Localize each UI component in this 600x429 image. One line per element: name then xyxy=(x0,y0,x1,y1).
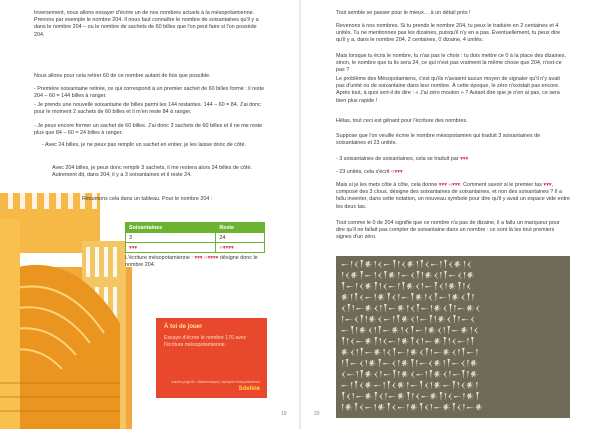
right-paragraph-6: Suppose que l'on veuille écrire le nombre mésopotamien qui traduit 3 soixantaines de soixantaines et 23 unités. xyxy=(336,133,541,147)
right-paragraph-7 xyxy=(336,156,570,163)
page-number-left: 19 xyxy=(281,411,287,417)
paragraph-table-intro: Résumons cela dans un tableau. Pour le nombre 204 : xyxy=(82,196,213,202)
units-prefix-23: - 23 unités, cela s'écrit xyxy=(336,169,390,175)
units-prefix-60x60: - 3 soixantaines de soixantaines, cela se traduit par xyxy=(336,156,459,162)
ziggurat-illustration xyxy=(0,183,160,429)
side-by-side-signs: ▾▾▾ ‹‹▾▾▾ xyxy=(438,182,461,188)
results-table xyxy=(125,222,265,253)
exercise-body: Essaye d'écrire le nombre 176 avec l'écriture mésopotamienne. xyxy=(164,335,247,348)
signs-60x60: ▾▾▾ xyxy=(460,156,469,162)
caption-signs: ▾▾▾ ‹‹▾▾▾▾ xyxy=(194,255,219,261)
paragraph-step-3: - Je peux encore former un sachet de 60 billes. J'ai donc 3 sachets de 60 billes et il ne me reste plus que 84 – 60 = 24 billes à ranger. xyxy=(34,123,263,137)
tablet-line: 𒐕𒌋𒁹𒀸𒀭𒐕𒌋𒁹𒀸𒀭𒐕𒁹𒌋𒀸𒀭𒐕𒁹𒌋𒀸𒁹𒀭𒐕 xyxy=(341,392,481,401)
side-by-side-mid: . Comment savoir si le premier tas xyxy=(460,182,542,188)
tablet-line: 𒀸𒁹𒐕𒌋𒀭𒀸𒁹𒐕𒌋𒀭𒁹𒀸𒐕𒌋𒁹𒀭𒀸𒐕𒁹𒌋𒀭𒁹 xyxy=(341,381,480,390)
paragraph-step-2: - Je prends une nouvelle soixantaine de billes parmi les 144 restantes. 144 – 60 = 84. J'ai donc pour le moment 2 sachets de 60 billes et il m'en reste 84 à ranger. xyxy=(34,102,261,116)
left-page xyxy=(0,0,299,429)
caption-suffix: désigne donc le nombre 204. xyxy=(125,255,258,269)
paragraph-step-1: - Première soixantaine retirée, ce qui correspond à un premier sachet de 60 billes formé : il reste 204 – 60 = 144 billes à ranger. xyxy=(34,86,265,100)
cuneiform-tablet xyxy=(336,256,570,418)
caption-mesopotamian xyxy=(125,255,267,269)
right-paragraph-2: Revenons à nos nombres. Si tu prends le nombre 204, tu peux le traduire en 2 centaines et 4 unités. Tu ne mentionnes pas les dizaines, puisqu'il n'y en a pas. Éventuellement, tu peux dire qu'il y a, dans le nombre 204, 2 centaines, 0 dizaine, 4 unités. xyxy=(336,23,561,44)
right-paragraph-4: Le problème des Mésopotamiens, c'est qu'ils n'avaient aucun moyen de signaler qu'il n'y avait pas d'unité ou de soixantaine dans leur nombre. À cette époque, le zéro n'existait pas encore. Après tout, à quoi sert-il de dire : « J'ai zéro mouton » ? Autant dire que je n'en ai pas, ce sera bien plus rapide ! xyxy=(336,76,560,104)
tablet-line: 𒁹𒀭𒐕𒌋𒀸𒁹𒀭𒐕𒌋𒀸𒁹𒀭𒐕𒌋𒁹𒀸𒀭𒐕𒌋𒁹𒀸𒀭 xyxy=(341,403,485,412)
exercise-card xyxy=(156,318,267,398)
cell-soixantaines-number: 3 xyxy=(126,233,216,243)
tablet-line: 𒁹𒀸𒌋𒐕𒁹𒀭𒌋𒀸𒁹𒐕𒀭𒌋𒁹𒀸𒐕𒁹𒀭𒌋𒐕𒁹𒀸𒌋 xyxy=(341,315,476,324)
side-by-side-rest: , composé des 3 clous, désigne des soixantaines de soixantaines, et non des soixantaines ? Il a fallu inventer, dans cette notation, un nouveau symbole pour dire qu'il y avait un espace vide entre les deux tas. xyxy=(336,182,570,210)
right-paragraph-3: Mais lorsque tu écris le nombre, tu n'as pas le choix : tu dois mettre ce 0 à la place des dizaines, sinon, le nombre que tu lis sera 24, ce qui n'est pas vraiment la même chose que 204, n'est-ce pas ? xyxy=(336,53,566,74)
tablet-line: 𒁹𒐕𒀸𒌋𒁹𒀭𒐕𒀸𒌋𒁹𒀭𒐕𒁹𒀸𒌋𒀭𒁹𒐕𒀸𒌋𒁹𒀭 xyxy=(341,359,480,368)
left-column xyxy=(0,219,20,429)
table-row xyxy=(126,243,265,253)
right-paragraph-8 xyxy=(336,169,570,176)
exercise-title: À toi de jouer xyxy=(164,324,203,330)
tablet-line: 𒀸𒐕𒁹𒀭𒌋𒁹𒐕𒀸𒀭𒁹𒌋𒐕𒀸𒁹𒀭𒌋𒁹𒐕𒀸𒀭𒁹𒌋 xyxy=(341,326,480,335)
tablet-line: 𒐕𒁹𒌋𒀸𒀭𒐕𒁹𒌋𒀸𒁹𒀭𒐕𒌋𒁹𒀸𒀭𒐕𒁹𒌋𒀸𒁹𒐕 xyxy=(341,337,476,346)
header-reste: Reste xyxy=(216,223,265,233)
right-paragraph-5: Hélas, tout ceci est gênant pour l'écriture des nombres. xyxy=(336,118,468,124)
page-number-right: 20 xyxy=(314,411,320,417)
paragraph-method: Nous allons pour cela retirer 60 de ce nombre autant de fois que possible. xyxy=(34,73,211,79)
cell-soixantaines-signs: ▾▾▾ xyxy=(126,243,216,253)
first-pile-signs: ▾▾▾ xyxy=(543,182,552,188)
cell-reste-number: 24 xyxy=(216,233,265,243)
tablet-line: 𒌋𒀸𒁹𒐕𒀭𒌋𒁹𒀸𒐕𒁹𒀭𒌋𒀸𒁹𒐕𒀭𒌋𒁹𒀸𒐕𒁹𒀭 xyxy=(341,370,480,379)
exercise-credit: solution page 80 • Mathématiques, l'antiquité mésopotamienne xyxy=(171,380,260,384)
intro-paragraph: Inversement, nous allons essayer d'écrire un de nos nombres actuels à la mésopotamienne. Prenons par exemple le nombre 204. Il nous faut connaître le nombre de soixantaines qu'il y a dans le nombre 204 – ou le nombre de sachets de 60 billes que l'on peut faire si l'on possède 204. xyxy=(34,10,259,38)
signs-23: ‹‹▾▾▾ xyxy=(390,169,403,175)
side-by-side-prefix: Mais si je les mets côte à côte, cela donne xyxy=(336,182,438,188)
tablet-line: 𒐕𒀸𒁹𒌋𒀭𒐕𒁹𒌋𒀸𒁹𒐕𒀭𒌋𒁹𒀸𒐕𒌋𒁹𒀭𒐕𒁹𒌋 xyxy=(341,282,472,291)
publisher-logo: Sdeline xyxy=(238,386,260,392)
tablet-line: 𒀭𒁹𒐕𒌋𒀸𒁹𒀭𒐕𒌋𒁹𒀸𒐕𒀭𒁹𒌋𒐕𒀸𒁹𒀭𒌋𒐕𒁹 xyxy=(341,293,476,302)
paragraph-step-4: - Avec 24 billes, je ne peux pas remplir un sachet en entier, je les laisse donc de côté. xyxy=(42,142,246,148)
tablet-line: 𒌋𒐕𒁹𒀸𒀭𒌋𒁹𒐕𒀸𒀭𒁹𒌋𒐕𒀸𒁹𒀭𒌋𒐕𒁹𒀸𒀭𒌋 xyxy=(341,304,481,313)
tablet-line: 𒀭𒌋𒁹𒐕𒀸𒀭𒁹𒌋𒐕𒀸𒁹𒀭𒌋𒐕𒁹𒀸𒀭𒌋𒁹𒐕𒀸𒁹 xyxy=(341,348,480,357)
caption-prefix: L'écriture mésopotamienne : xyxy=(125,255,193,261)
tablet-line: 𒁹𒌋𒀭𒐕𒀸𒁹𒌋𒐕𒀭𒁹𒀸𒌋𒐕𒁹𒀭𒌋𒁹𒐕𒀸𒌋𒁹𒀭 xyxy=(341,271,476,280)
cell-reste-signs: ‹‹▾▾▾▾ xyxy=(216,243,265,253)
right-paragraph-10: Tout comme le 0 de 204 signifie que ce nombre n'a pas de dizaine, il a fallu un marqueur pour dire qu'il ne fallait pas compter de soixantaine dans un nombre : ce sont là les tout premiers signes d'un zéro. xyxy=(336,220,560,241)
table-header-row xyxy=(126,223,265,233)
header-soixantaines: Soixantaines xyxy=(126,223,216,233)
right-paragraph-9 xyxy=(336,182,570,211)
table-row xyxy=(126,233,265,243)
paragraph-summary: Avec 204 billes, je peux donc remplir 3 sachets, il me restera alors 24 billes de côté. Autrement dit, dans 204, il y a 3 soixantaines et il reste 24. xyxy=(52,165,253,179)
right-paragraph-1: Tout semble se passer pour le mieux… à un détail près ! xyxy=(336,10,471,16)
tablet-line: 𒀸𒁹𒌋𒐕𒀭𒁹𒌋𒀸𒐕𒁹𒌋𒀭𒁹𒐕𒌋𒀸𒁹𒐕𒌋𒀭𒁹𒌋 xyxy=(341,260,473,269)
